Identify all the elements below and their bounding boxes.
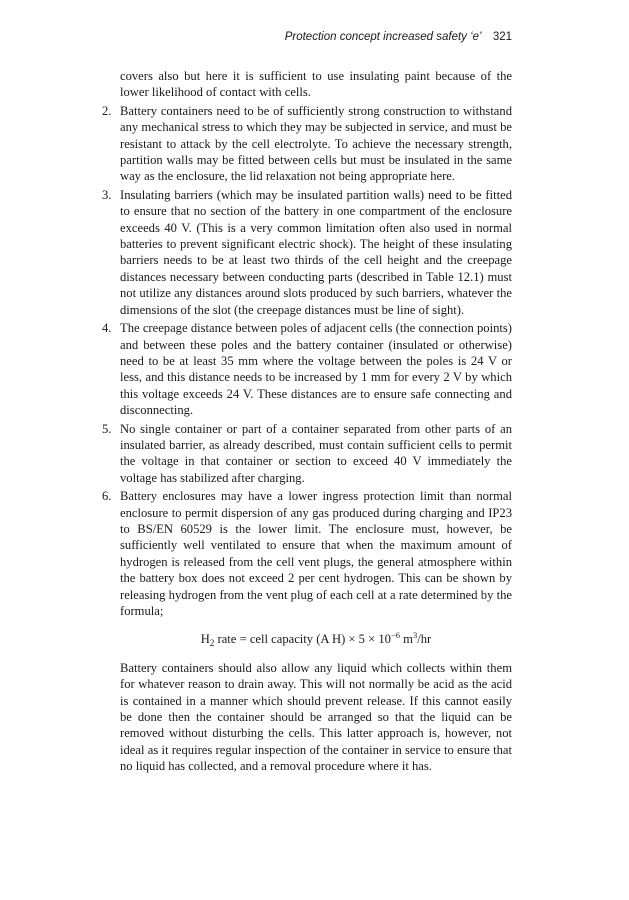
- formula-exponent: −6: [390, 630, 401, 641]
- running-header: [120, 31, 512, 43]
- list-item-text: Battery enclosures may have a lower ingress protection limit than normal enclosure to permit dispersion of any gas produced during charging and IP23 to BS/EN 60529 is the lower limit. The enclosure must, however, be sufficiently well ventilated to ensure that when the maximum amount of hydrogen is released from the cell vent plugs, the general atmosphere within the battery box does not exceed 2 per cent hydrogen. This can be shown by releasing hydrogen from the vent plug of each cell at a rate determined by the formula;: [120, 489, 512, 618]
- formula-rhs: = cell capacity (A H) × 5 × 10: [239, 632, 391, 647]
- formula-lhs-subscript: 2: [209, 638, 215, 649]
- list-item-number: 6.: [102, 489, 112, 504]
- formula-unit-exponent: 3: [412, 630, 418, 641]
- page-body: [102, 68, 512, 775]
- list-item: [102, 103, 512, 185]
- list-item-text: Insulating barriers (which may be insulated partition walls) need to be fitted to ensure that no section of the battery in one compartment of the enclosure exceeds 40 V. (This is a very common limitation often also used in normal batteries to prevent significant electric shock). The height of these insulating barriers needs to be at least two thirds of the cell height and the creepage distances necessary between conducting parts (described in Table 12.1) must not utilize any distances around slots produced by such barriers, whatever the dimensions of the slot (the creepage distances must be line of sight).: [120, 187, 512, 317]
- list-item-text: No single container or part of a container separated from other parts of an insulated barrier, as already described, must contain sufficient cells to permit the voltage in that container or section to exceed 40 V immediately the voltage has stabilized after charging.: [120, 421, 512, 485]
- list-item: [102, 488, 512, 619]
- numbered-list: [102, 103, 512, 620]
- continued-paragraph: covers also but here it is sufficient to use insulating paint because of the lower likelihood of contact with cells.: [120, 69, 512, 100]
- list-item-text: Battery containers need to be of sufficiently strong construction to withstand any mechanical stress to which they may be subjected in service, and must be resistant to attack by the cell electrolyte. To achieve the necessary strength, partition walls may be fitted between cells but must be insulated in the same way as the enclosure, the lid relaxation not being appropriate here.: [120, 103, 512, 184]
- list-item-text: The creepage distance between poles of adjacent cells (the connection points) and between these poles and the battery container (insulated or otherwise) need to be at least 35 mm where the voltage between the poles is 24 V or less, and this distance needs to be increased by 1 mm for every 2 V by which this voltage exceeds 24 V. These distances are to ensure safe connecting and disconnecting.: [120, 321, 512, 418]
- list-item-number: 3.: [102, 187, 112, 202]
- list-item: [102, 320, 512, 418]
- list-item-number: 2.: [102, 103, 112, 118]
- list-item-number: 4.: [102, 321, 112, 336]
- closing-paragraph: Battery containers should also allow any liquid which collects within them for whatever reason to drain away. This will not normally be acid as the acid is contained in a manner which should prevent release. If this cannot easily be done then the container should be arranged so that the liquid can be removed without disturbing the cells. This latter approach is, however, not ideal as it requires regular inspection of the container in service to ensure that no liquid has collected, and a removal procedure where it has.: [120, 660, 512, 774]
- list-item: [102, 187, 512, 318]
- page-number: 321: [492, 31, 512, 43]
- list-item: [102, 421, 512, 487]
- running-header-title: Protection concept increased safety ‘e’: [284, 31, 482, 43]
- hydrogen-rate-formula: [120, 631, 512, 647]
- formula-lhs-rest: rate: [214, 632, 237, 647]
- list-item-number: 5.: [102, 421, 112, 436]
- formula-lhs: H: [200, 632, 210, 647]
- formula-unit: m: [400, 632, 413, 647]
- formula-tail: /hr: [417, 632, 432, 647]
